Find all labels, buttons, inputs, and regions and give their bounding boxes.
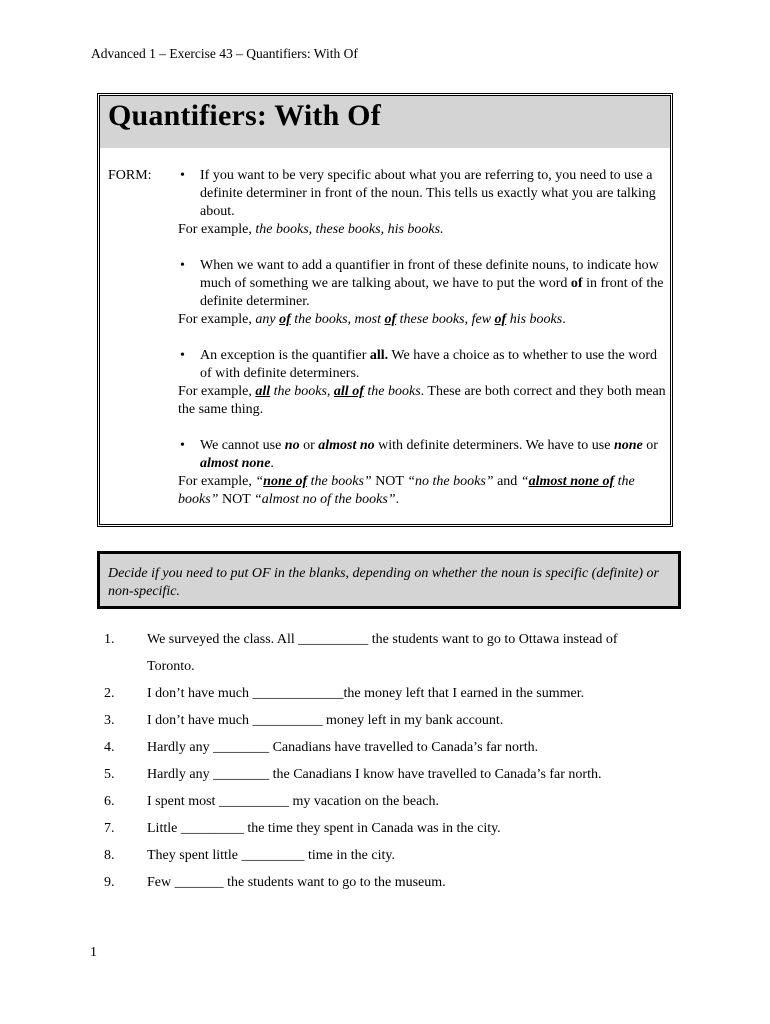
bullet-icon: • [180, 168, 185, 183]
question-item-1: 1. We surveyed the class. All __________ the students want to go to Ottawa instead of Toronto. [104, 632, 618, 674]
question-item-5: 5. Hardly any ________ the Canadians I know have travelled to Canada’s far north. [104, 767, 602, 782]
rule-item-2: • When we want to add a quantifier in front of these definite nouns, to indicate how much of something we are talking about, we have to put the word of in front of the definite determiner. For example, any of the books, most of these books, few of his books. [178, 257, 668, 329]
example-line: For example, the books, these books, his books. [178, 222, 444, 237]
rule-item-3: • An exception is the quantifier all. We have a choice as to whether to use the word of with definite determiners. For example, all the books, all of the books. These are both correct and they both mean the same thing. [178, 347, 668, 419]
page-header: Advanced 1 – Exercise 43 – Quantifiers: With Of [91, 46, 358, 61]
question-item-7: 7. Little _________ the time they spent in Canada was in the city. [104, 821, 501, 836]
question-item-6: 6. I spent most __________ my vacation on the beach. [104, 794, 439, 809]
bullet-icon: • [180, 348, 185, 363]
example-line: For example, “none of the books” NOT “no the books” and “almost none of the books” NOT “almost no of the books”. [178, 474, 635, 507]
rule-item-4: • We cannot use no or almost no with definite determiners. We have to use none or almost none. For example, “none of the books” NOT “no the books” and “almost none of the books” NOT “almost no of the books”. [178, 437, 668, 509]
box-title: Quantifiers: With Of [108, 99, 381, 132]
page-number: 1 [90, 945, 97, 960]
example-line: For example, any of the books, most of these books, few of his books. [178, 312, 566, 327]
bullet-icon: • [180, 438, 185, 453]
rule-item-1 [178, 167, 668, 239]
form-content [178, 167, 668, 527]
question-item-4: 4. Hardly any ________ Canadians have travelled to Canada’s far north. [104, 740, 539, 755]
instruction-box: Decide if you need to put OF in the blanks, depending on whether the noun is specific (definite) or non-specific. [97, 551, 681, 609]
example-line: For example, all the books, all of the books. These are both correct and they both mean the same thing. [178, 384, 666, 417]
question-item-9: 9. Few _______ the students want to go to the museum. [104, 875, 446, 890]
form-label: FORM: [108, 168, 152, 183]
question-item-8: 8. They spent little _________ time in the city. [104, 848, 395, 863]
bullet-icon: • [180, 258, 185, 273]
rule-text: If you want to be very specific about what you are referring to, you need to use a definite determiner in front of the noun. This tells us exactly what you are talking about. [200, 168, 656, 219]
title-bar [100, 96, 670, 148]
question-item-3: 3. I don’t have much __________ money left in my bank account. [104, 713, 504, 728]
question-list [104, 626, 674, 896]
example-text: the books, these books, his books. [255, 222, 444, 237]
grammar-box [97, 93, 673, 527]
question-item-2: 2. I don’t have much _____________the money left that I earned in the summer. [104, 686, 585, 701]
